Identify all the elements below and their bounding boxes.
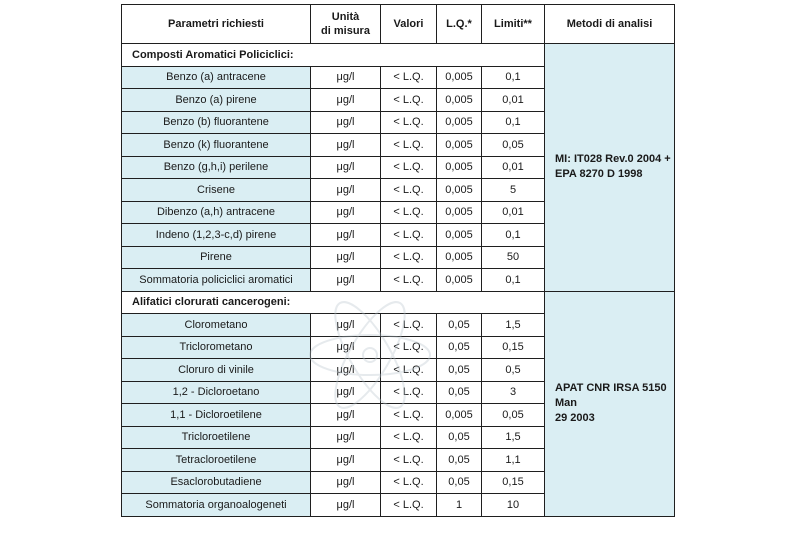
unit-cell: μg/l bbox=[311, 89, 381, 112]
value-cell: < L.Q. bbox=[381, 179, 437, 202]
value-cell: < L.Q. bbox=[381, 494, 437, 517]
unit-cell: μg/l bbox=[311, 179, 381, 202]
param-cell: Benzo (k) fluorantene bbox=[122, 134, 311, 157]
method-cell bbox=[545, 291, 675, 516]
param-cell: Benzo (a) pirene bbox=[122, 89, 311, 112]
unit-cell: μg/l bbox=[311, 426, 381, 449]
param-cell: Crisene bbox=[122, 179, 311, 202]
value-cell: < L.Q. bbox=[381, 111, 437, 134]
value-cell: < L.Q. bbox=[381, 224, 437, 247]
lq-cell: 0,005 bbox=[437, 134, 482, 157]
unit-cell: μg/l bbox=[311, 449, 381, 472]
param-cell: Dibenzo (a,h) antracene bbox=[122, 201, 311, 224]
header-param: Parametri richiesti bbox=[122, 5, 311, 44]
param-cell: Benzo (b) fluorantene bbox=[122, 111, 311, 134]
unit-cell: μg/l bbox=[311, 471, 381, 494]
param-cell: Pirene bbox=[122, 246, 311, 269]
param-cell: 1,2 - Dicloroetano bbox=[122, 381, 311, 404]
header-unit-line1: Unità bbox=[331, 11, 360, 23]
limit-cell: 0,15 bbox=[482, 471, 545, 494]
unit-cell: μg/l bbox=[311, 314, 381, 337]
limit-cell: 50 bbox=[482, 246, 545, 269]
unit-cell: μg/l bbox=[311, 494, 381, 517]
param-cell: Tetracloroetilene bbox=[122, 449, 311, 472]
limit-cell: 0,1 bbox=[482, 66, 545, 89]
param-cell: Benzo (a) antracene bbox=[122, 66, 311, 89]
lq-cell: 0,005 bbox=[437, 111, 482, 134]
limit-cell: 1,5 bbox=[482, 426, 545, 449]
header-values: Valori bbox=[381, 5, 437, 44]
lq-cell: 0,005 bbox=[437, 269, 482, 292]
value-cell: < L.Q. bbox=[381, 246, 437, 269]
method-cell bbox=[545, 44, 675, 292]
lq-cell: 0,005 bbox=[437, 89, 482, 112]
limit-cell: 1,5 bbox=[482, 314, 545, 337]
value-cell: < L.Q. bbox=[381, 201, 437, 224]
param-cell: Triclorometano bbox=[122, 336, 311, 359]
unit-cell: μg/l bbox=[311, 336, 381, 359]
lq-cell: 0,005 bbox=[437, 224, 482, 247]
lq-cell: 0,005 bbox=[437, 404, 482, 427]
lq-cell: 0,005 bbox=[437, 66, 482, 89]
param-cell: Clorometano bbox=[122, 314, 311, 337]
value-cell: < L.Q. bbox=[381, 269, 437, 292]
lq-cell: 0,05 bbox=[437, 336, 482, 359]
param-cell: 1,1 - Dicloroetilene bbox=[122, 404, 311, 427]
limit-cell: 1,1 bbox=[482, 449, 545, 472]
limit-cell: 0,1 bbox=[482, 269, 545, 292]
unit-cell: μg/l bbox=[311, 381, 381, 404]
value-cell: < L.Q. bbox=[381, 134, 437, 157]
limit-cell: 0,01 bbox=[482, 89, 545, 112]
header-row bbox=[122, 5, 675, 44]
value-cell: < L.Q. bbox=[381, 89, 437, 112]
param-cell: Indeno (1,2,3-c,d) pirene bbox=[122, 224, 311, 247]
limit-cell: 0,05 bbox=[482, 404, 545, 427]
limit-cell: 0,1 bbox=[482, 111, 545, 134]
value-cell: < L.Q. bbox=[381, 426, 437, 449]
lq-cell: 0,005 bbox=[437, 156, 482, 179]
lq-cell: 0,005 bbox=[437, 201, 482, 224]
group-header-row bbox=[122, 291, 675, 314]
unit-cell: μg/l bbox=[311, 66, 381, 89]
value-cell: < L.Q. bbox=[381, 336, 437, 359]
limit-cell: 5 bbox=[482, 179, 545, 202]
lq-cell: 0,005 bbox=[437, 179, 482, 202]
lq-cell: 1 bbox=[437, 494, 482, 517]
value-cell: < L.Q. bbox=[381, 66, 437, 89]
param-cell: Benzo (g,h,i) perilene bbox=[122, 156, 311, 179]
group-title: Composti Aromatici Policiclici: bbox=[122, 44, 545, 67]
unit-cell: μg/l bbox=[311, 224, 381, 247]
lq-cell: 0,05 bbox=[437, 449, 482, 472]
limit-cell: 0,01 bbox=[482, 156, 545, 179]
header-unit bbox=[311, 5, 381, 44]
value-cell: < L.Q. bbox=[381, 449, 437, 472]
param-cell: Tricloroetilene bbox=[122, 426, 311, 449]
analysis-table bbox=[121, 4, 675, 517]
header-limits: Limiti** bbox=[482, 5, 545, 44]
limit-cell: 3 bbox=[482, 381, 545, 404]
unit-cell: μg/l bbox=[311, 201, 381, 224]
param-cell: Sommatoria organoalogeneti bbox=[122, 494, 311, 517]
limit-cell: 0,15 bbox=[482, 336, 545, 359]
unit-cell: μg/l bbox=[311, 404, 381, 427]
header-methods: Metodi di analisi bbox=[545, 5, 675, 44]
value-cell: < L.Q. bbox=[381, 156, 437, 179]
param-cell: Sommatoria policiclici aromatici bbox=[122, 269, 311, 292]
limit-cell: 0,5 bbox=[482, 359, 545, 382]
lq-cell: 0,05 bbox=[437, 426, 482, 449]
lq-cell: 0,05 bbox=[437, 314, 482, 337]
value-cell: < L.Q. bbox=[381, 404, 437, 427]
unit-cell: μg/l bbox=[311, 246, 381, 269]
value-cell: < L.Q. bbox=[381, 314, 437, 337]
value-cell: < L.Q. bbox=[381, 381, 437, 404]
method-line-1: MI: IT028 Rev.0 2004 + bbox=[555, 153, 671, 166]
lq-cell: 0,05 bbox=[437, 381, 482, 404]
param-cell: Esaclorobutadiene bbox=[122, 471, 311, 494]
value-cell: < L.Q. bbox=[381, 471, 437, 494]
param-cell: Cloruro di vinile bbox=[122, 359, 311, 382]
header-unit-line2: di misura bbox=[321, 25, 370, 37]
group-title: Alifatici clorurati cancerogeni: bbox=[122, 291, 545, 314]
unit-cell: μg/l bbox=[311, 111, 381, 134]
lq-cell: 0,05 bbox=[437, 471, 482, 494]
header-lq: L.Q.* bbox=[437, 5, 482, 44]
limit-cell: 0,01 bbox=[482, 201, 545, 224]
group-header-row bbox=[122, 44, 675, 67]
limit-cell: 0,1 bbox=[482, 224, 545, 247]
unit-cell: μg/l bbox=[311, 269, 381, 292]
limit-cell: 0,05 bbox=[482, 134, 545, 157]
method-line-2: EPA 8270 D 1998 bbox=[555, 168, 643, 181]
lq-cell: 0,05 bbox=[437, 359, 482, 382]
limit-cell: 10 bbox=[482, 494, 545, 517]
method-line-2: 29 2003 bbox=[555, 412, 595, 424]
unit-cell: μg/l bbox=[311, 134, 381, 157]
unit-cell: μg/l bbox=[311, 156, 381, 179]
lq-cell: 0,005 bbox=[437, 246, 482, 269]
unit-cell: μg/l bbox=[311, 359, 381, 382]
value-cell: < L.Q. bbox=[381, 359, 437, 382]
method-line-1: APAT CNR IRSA 5150 Man bbox=[555, 382, 667, 409]
